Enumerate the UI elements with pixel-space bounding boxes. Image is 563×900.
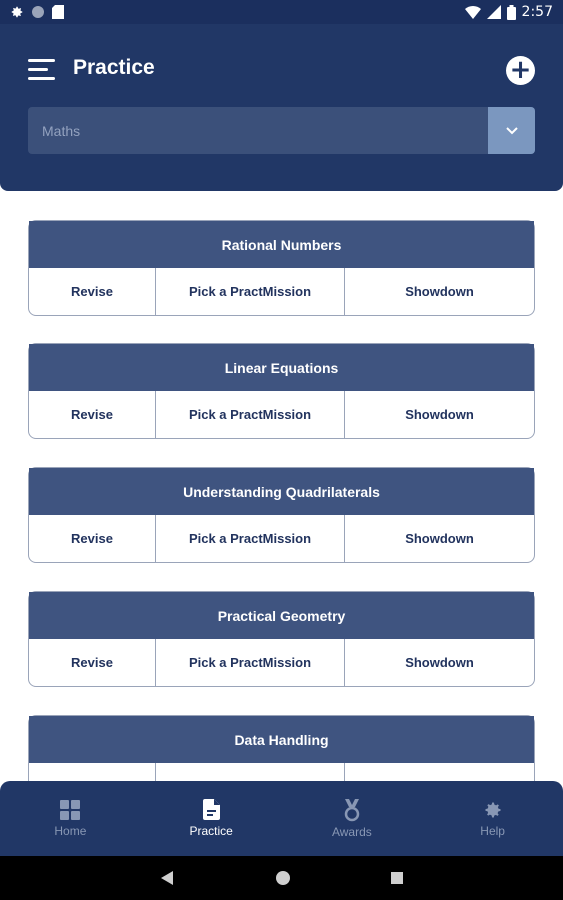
sd-card-icon: [52, 5, 64, 19]
grid-icon: [60, 800, 80, 820]
medal-icon: [343, 799, 361, 821]
pick-practmission-button[interactable]: Pick a PractMission: [156, 391, 345, 438]
topic-card: [28, 591, 535, 687]
topic-title: Practical Geometry: [29, 592, 534, 639]
nav-practice[interactable]: [141, 781, 282, 856]
revise-button[interactable]: Revise: [29, 639, 156, 686]
status-time: 2:57: [521, 4, 553, 20]
nav-help-label: Help: [480, 823, 505, 838]
document-icon: [203, 799, 220, 820]
revise-button[interactable]: Revise: [29, 515, 156, 562]
pick-practmission-button[interactable]: Pick a PractMission: [156, 515, 345, 562]
nav-awards-label: Awards: [331, 824, 372, 839]
revise-button[interactable]: Revise: [29, 268, 156, 315]
chevron-down-icon: [506, 127, 518, 135]
showdown-button[interactable]: Showdown: [405, 407, 474, 422]
settings-icon: [10, 5, 24, 19]
topic-card: [28, 467, 535, 563]
bottom-navigation: [0, 781, 563, 856]
nav-practice-label: Practice: [189, 824, 233, 838]
page-title: Practice: [73, 56, 155, 79]
app-header: [0, 24, 563, 191]
status-bar: [0, 0, 563, 24]
menu-icon[interactable]: [28, 59, 55, 81]
topic-actions: [29, 515, 534, 562]
signal-icon: [487, 5, 501, 19]
subject-select-value: Maths: [42, 122, 81, 139]
topic-actions: [29, 268, 534, 315]
wifi-icon: [465, 5, 481, 19]
recents-icon[interactable]: [391, 872, 403, 884]
topic-title: Rational Numbers: [29, 221, 534, 268]
showdown-button[interactable]: Showdown: [405, 284, 474, 299]
plus-icon: +: [509, 55, 532, 85]
topic-title: Linear Equations: [29, 344, 534, 391]
nav-help[interactable]: [422, 781, 563, 856]
system-navigation-bar: [0, 856, 563, 900]
add-button[interactable]: [506, 56, 535, 85]
showdown-button[interactable]: Showdown: [405, 655, 474, 670]
topic-title: Data Handling: [29, 716, 534, 763]
nav-home[interactable]: [0, 781, 141, 856]
topic-actions: [29, 391, 534, 438]
home-circle-icon[interactable]: [275, 870, 291, 886]
gear-icon: [483, 800, 503, 820]
topic-list[interactable]: [0, 191, 563, 781]
showdown-button[interactable]: Showdown: [405, 531, 474, 546]
pick-practmission-button[interactable]: Pick a PractMission: [156, 639, 345, 686]
subject-select[interactable]: [28, 107, 535, 154]
circle-status-icon: [32, 6, 44, 18]
nav-awards[interactable]: [282, 781, 423, 856]
back-icon[interactable]: [161, 871, 175, 885]
pick-practmission-button[interactable]: Pick a PractMission: [156, 268, 345, 315]
revise-button[interactable]: Revise: [29, 391, 156, 438]
nav-home-label: Home: [54, 823, 87, 838]
battery-icon: [507, 5, 516, 20]
topic-actions: [29, 639, 534, 686]
topic-card: [28, 220, 535, 316]
topic-card: [28, 343, 535, 439]
dropdown-button[interactable]: [488, 107, 535, 154]
topic-title: Understanding Quadrilaterals: [29, 468, 534, 515]
